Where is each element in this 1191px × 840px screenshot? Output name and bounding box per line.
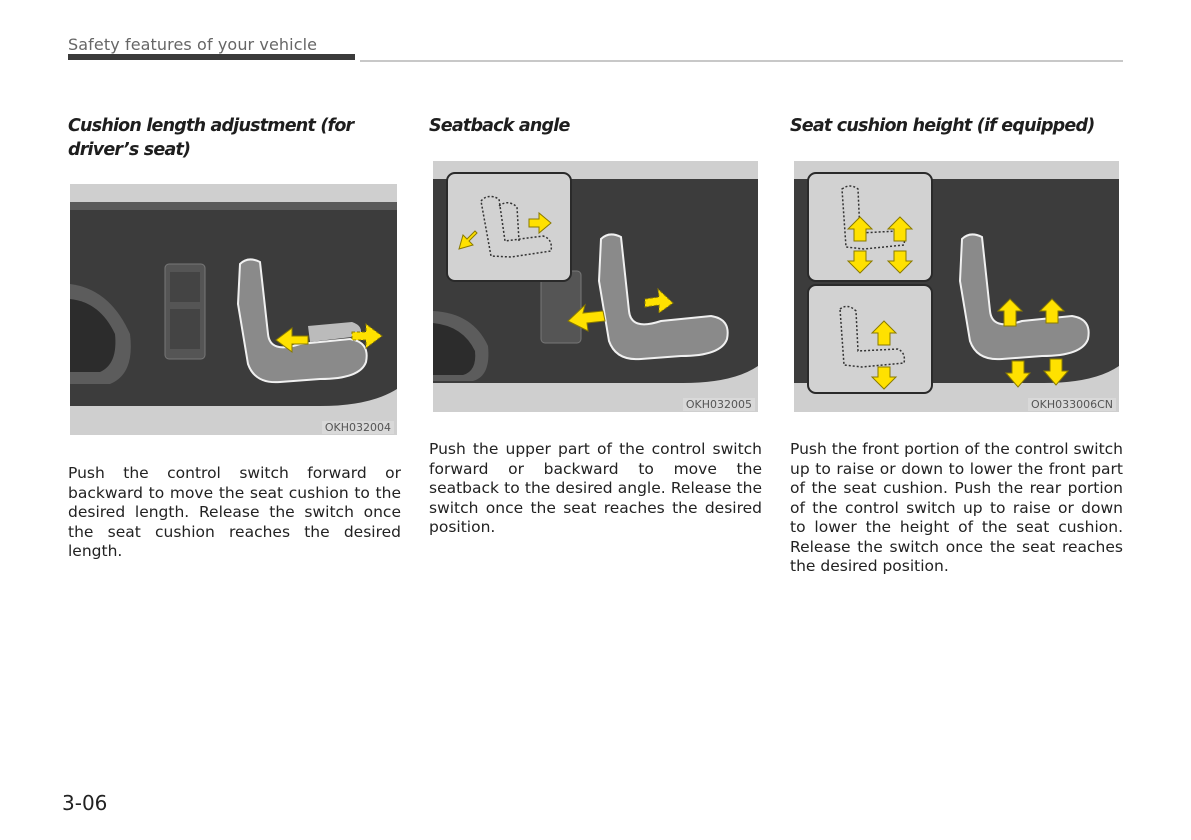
body-seat-cushion-height: Push the front portion of the control switch up to raise or down to lower the front part of the seat cushion. Push the rear portion of the control switch up to raise or down to lower the height of the seat cushion. Release the switch once the seat reaches the desired position. [790,440,1123,575]
column-seat-cushion-height [790,114,1123,138]
column-cushion-length [68,114,401,162]
header-rule-dark [68,54,355,60]
body-cushion-length: Push the control switch forward or backward to move the seat cushion to the desired length. Release the switch once the seat cushion reaches the desired length. [68,464,401,560]
body-seatback-angle: Push the upper part of the control switch forward or backward to move the seatback to the desired angle. Release the switch once the seat reaches the desired position. [429,440,762,536]
figure-cushion-length [70,184,397,435]
seat-cushion-height-illustration [794,161,1119,412]
figure-seatback-angle [433,161,758,412]
seatback-angle-illustration [433,161,758,412]
column-seatback-angle [429,114,762,138]
heading-cushion-length: Cushion length adjustment (for driver’s seat) [68,116,354,160]
figure-code: OKH032004 [322,421,394,434]
figure-code: OKH032005 [683,398,755,411]
figure-code: OKH033006CN [1028,398,1116,411]
figure-seat-cushion-height [794,161,1119,412]
heading-seat-cushion-height: Seat cushion height (if equipped) [790,116,1095,136]
page-number: 3-06 [62,791,108,815]
header-rule-light [360,60,1123,62]
heading-seatback-angle: Seatback angle [429,116,570,136]
cushion-length-illustration [70,184,397,435]
section-title: Safety features of your vehicle [68,35,318,54]
